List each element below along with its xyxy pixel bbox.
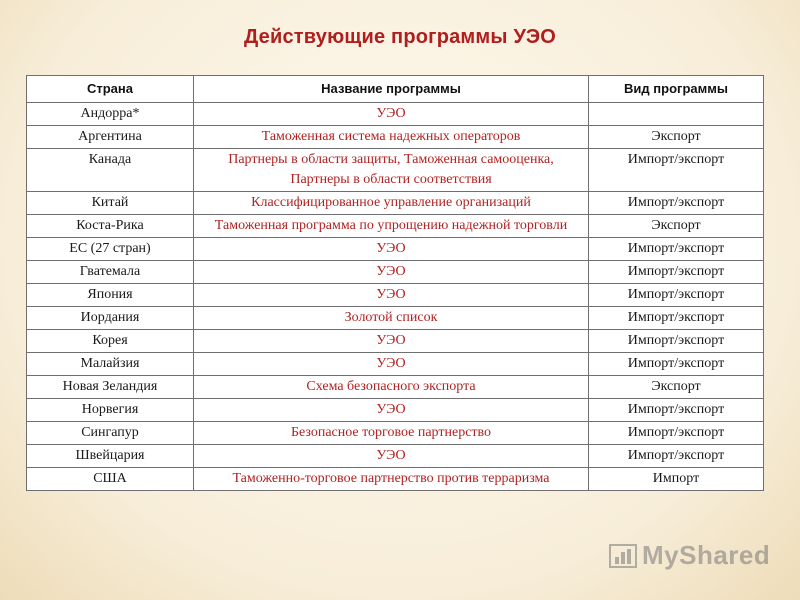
- cell-country: Япония: [27, 284, 194, 307]
- cell-kind: Импорт/экспорт: [589, 330, 764, 353]
- column-header-kind: Вид программы: [589, 76, 764, 103]
- column-header-country: Страна: [27, 76, 194, 103]
- table-row: [27, 238, 764, 261]
- cell-country: Швейцария: [27, 445, 194, 468]
- table-row: [27, 330, 764, 353]
- table-row: [27, 215, 764, 238]
- cell-kind: Экспорт: [589, 376, 764, 399]
- table-row: [27, 284, 764, 307]
- cell-kind: Экспорт: [589, 126, 764, 149]
- cell-kind: Экспорт: [589, 215, 764, 238]
- table-row: [27, 149, 764, 192]
- cell-country: Норвегия: [27, 399, 194, 422]
- cell-program: УЭО: [194, 261, 589, 284]
- cell-kind: Импорт/экспорт: [589, 238, 764, 261]
- cell-country: Гватемала: [27, 261, 194, 284]
- cell-kind: Импорт/экспорт: [589, 445, 764, 468]
- table-header-row: [27, 76, 764, 103]
- table-row: [27, 422, 764, 445]
- cell-program: УЭО: [194, 399, 589, 422]
- cell-country: Андорра*: [27, 103, 194, 126]
- cell-country: Сингапур: [27, 422, 194, 445]
- cell-country: Канада: [27, 149, 194, 192]
- cell-country: Китай: [27, 192, 194, 215]
- cell-kind: Импорт: [589, 468, 764, 491]
- cell-country: Аргентина: [27, 126, 194, 149]
- cell-kind: Импорт/экспорт: [589, 307, 764, 330]
- cell-country: Корея: [27, 330, 194, 353]
- cell-program: УЭО: [194, 238, 589, 261]
- cell-program: Таможенная система надежных операторов: [194, 126, 589, 149]
- cell-kind: Импорт/экспорт: [589, 284, 764, 307]
- table-row: [27, 445, 764, 468]
- slide-title: Действующие программы УЭО: [243, 26, 557, 48]
- table-row: [27, 261, 764, 284]
- cell-country: Малайзия: [27, 353, 194, 376]
- table-row: [27, 192, 764, 215]
- cell-kind: Импорт/экспорт: [589, 192, 764, 215]
- cell-kind: Импорт/экспорт: [589, 353, 764, 376]
- cell-program: УЭО: [194, 284, 589, 307]
- cell-program: Безопасное торговое партнерство: [194, 422, 589, 445]
- cell-program: Таможенно-торговое партнерство против терраризма: [194, 468, 589, 491]
- cell-country: Новая Зеландия: [27, 376, 194, 399]
- cell-kind: Импорт/экспорт: [589, 399, 764, 422]
- cell-kind: Импорт/экспорт: [589, 422, 764, 445]
- cell-program: Таможенная программа по упрощению надежной торговли: [194, 215, 589, 238]
- cell-country: Коста-Рика: [27, 215, 194, 238]
- programs-table: [26, 75, 764, 491]
- table-row: [27, 399, 764, 422]
- cell-country: ЕС (27 стран): [27, 238, 194, 261]
- cell-country: Иордания: [27, 307, 194, 330]
- cell-kind: Импорт/экспорт: [589, 261, 764, 284]
- cell-kind: Импорт/экспорт: [589, 149, 764, 192]
- table-row: [27, 307, 764, 330]
- column-header-program: Название программы: [194, 76, 589, 103]
- table-row: [27, 126, 764, 149]
- cell-program: Классифицированное управление организаций: [194, 192, 589, 215]
- cell-program: Золотой список: [194, 307, 589, 330]
- watermark-text: MyShared: [642, 540, 771, 570]
- cell-country: США: [27, 468, 194, 491]
- table-row: [27, 468, 764, 491]
- table-row: [27, 376, 764, 399]
- cell-program: УЭО: [194, 103, 589, 126]
- cell-program: Партнеры в области защиты, Таможенная самооценка, Партнеры в области соответствия: [194, 149, 589, 192]
- cell-program: УЭО: [194, 445, 589, 468]
- table-row: [27, 103, 764, 126]
- cell-program: УЭО: [194, 353, 589, 376]
- cell-program: Схема безопасного экспорта: [194, 376, 589, 399]
- cell-kind: [589, 103, 764, 126]
- table-row: [27, 353, 764, 376]
- cell-program: УЭО: [194, 330, 589, 353]
